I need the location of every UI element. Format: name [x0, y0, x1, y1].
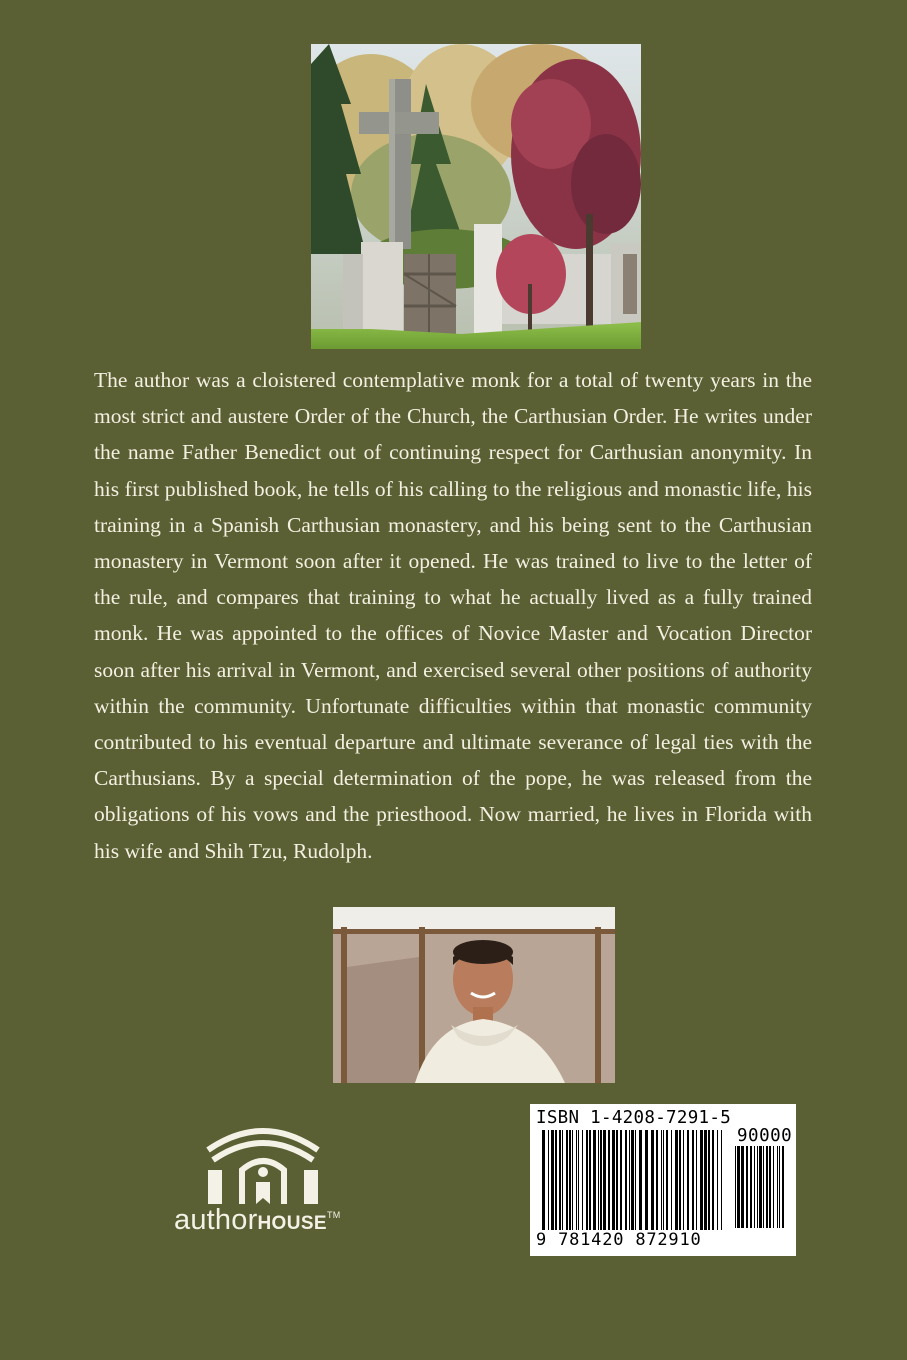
trademark-mark: TM — [327, 1210, 341, 1220]
isbn-label: ISBN 1-4208-7291-5 — [536, 1108, 732, 1128]
publisher-name — [174, 1204, 340, 1237]
ean-barcode-bars — [542, 1130, 722, 1230]
publisher-name-part2: HOUSE — [257, 1213, 328, 1234]
addon-barcode-bars — [735, 1146, 790, 1246]
isbn-barcode — [530, 1104, 796, 1256]
author-blurb: The author was a cloistered contemplative monk for a total of twenty years in the most strict and austere Order of the Church, the Carthusian Order. He writes under the name Father Benedict out of continuing respect for Carthusian anonymity. In his first published book, he tells of his calling to the religious and monastic life, his training in a Spanish Carthusian monastery, and his being sent to the Carthusian monastery in Vermont soon after it opened. He was trained to live to the letter of the rule, and compares that training to what he actually lived as a fully trained monk. He was appointed to the offices of Novice Master and Vocation Director soon after his arrival in Vermont, and exercised several other positions of authority within the community. Unfortunate difficulties within that monastic community contributed to his eventual departure and ultimate severance of legal ties with the Carthusians. By a special determination of the pope, he was released from the obligations of his vows and the priesthood. Now married, he lives in Florida with his wife and Shih Tzu, Rudolph. — [94, 368, 812, 863]
price-code-label: 90000 — [737, 1126, 793, 1146]
cover-photo-cross — [311, 44, 641, 349]
publisher-name-part1: author — [174, 1204, 258, 1236]
author-photo — [333, 907, 615, 1083]
ean-label: 9 781420 872910 — [536, 1230, 702, 1250]
